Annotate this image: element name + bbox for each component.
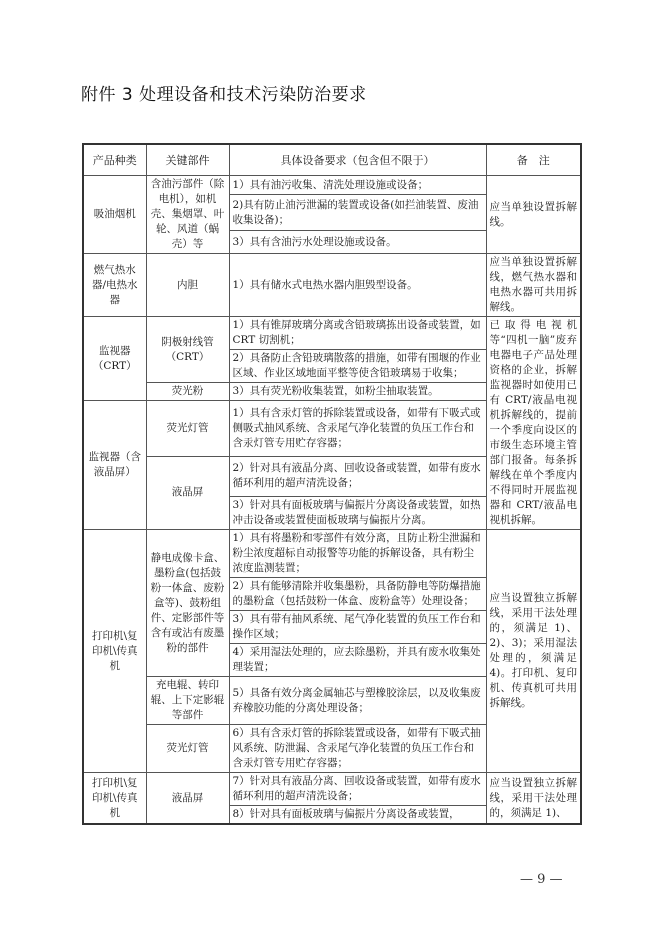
page-number: — 9 — xyxy=(520,872,563,887)
product-cell: 监视器（CRT） xyxy=(83,317,146,401)
part-cell: 荧光灯管 xyxy=(146,401,229,457)
table-header-row xyxy=(83,144,581,176)
requirement-cell: 1）具有油污收集、清洗处理设施或设备； xyxy=(229,176,486,195)
requirement-cell: 1）具有含汞灯管的拆除装置或设备，如带有下吸式或侧吸式抽风系统、含汞尾气净化装置的负压工作台和含汞灯管专用贮存容器； xyxy=(229,401,486,457)
requirements-table xyxy=(82,143,582,825)
product-cell: 打印机\复印机\传真机 xyxy=(83,773,146,825)
product-cell: 监视器（含液晶屏） xyxy=(83,401,146,530)
part-cell: 液晶屏 xyxy=(146,456,229,530)
requirement-cell: 1）具有锥屏玻璃分离或含铅玻璃拣出设备或装置，如 CRT 切割机； xyxy=(229,317,486,350)
requirement-cell: 7）针对具有液晶分离、回收设备或装置，如带有废水循环利用的超声清洗设备； xyxy=(229,773,486,806)
part-cell: 液晶屏 xyxy=(146,773,229,825)
part-cell: 含油污部件（除电机），如机壳、集烟罩、叶轮、风道（蜗壳）等 xyxy=(146,176,229,254)
product-cell: 吸油烟机 xyxy=(83,176,146,254)
header-part: 关键部件 xyxy=(146,144,229,176)
note-cell: 应当设置独立拆解线，采用干法处理的，须满足 1)、2)、3)；采用湿法处理的，须满足 4)。打印机、复印机、传真机可共用拆解线。 xyxy=(486,530,581,773)
requirement-cell: 2）具有能够清除并收集墨粉，具备防静电等防爆措施的墨粉盒（包括鼓粉一体盒、废粉盒等）处理设备； xyxy=(229,578,486,611)
part-cell: 阴极射线管（CRT） xyxy=(146,317,229,383)
requirement-cell: 4）采用湿法处理的，应去除墨粉，并具有废水收集处理装置； xyxy=(229,644,486,677)
table-row xyxy=(83,530,581,578)
header-notes: 备 注 xyxy=(486,144,581,176)
header-requirements: 具体设备要求（包含但不限于） xyxy=(229,144,486,176)
product-cell: 燃气热水器/电热水器 xyxy=(83,254,146,317)
part-cell: 内胆 xyxy=(146,254,229,317)
requirement-cell: 3）具有荧光粉收集装置，如粉尘抽取装置。 xyxy=(229,383,486,401)
requirement-cell: 1）具有将墨粉和零部件有效分离，且防止粉尘泄漏和粉尘浓度超标自动报警等功能的拆解设备，具有粉尘浓度监测装置； xyxy=(229,530,486,578)
note-cell: 应当单独设置拆解线。 xyxy=(486,176,581,254)
requirement-cell: 2）针对具有液晶分离、回收设备或装置，如带有废水循环利用的超声清洗设备； xyxy=(229,456,486,497)
requirement-cell: 8）针对具有面板玻璃与偏振片分离设备或装置， xyxy=(229,806,486,825)
requirement-cell: 3）针对具有面板玻璃与偏振片分离设备或装置，如热冲击设备或装置使面板玻璃与偏振片分离。 xyxy=(229,497,486,530)
note-cell: 已取得电视机等“四机一脑”废弃电器电子产品处理资格的企业，拆解监视器时如使用已有 CRT/液晶电视机拆解线的，提前一个季度向设区的市级生态环境主管部门报备。每条拆解线在单个季度内不得同时开展监视器和 CRT/液晶电视机拆解。 xyxy=(486,317,581,530)
note-cell: 应当设置独立拆解线，采用干法处理的，须满足 1)、 xyxy=(486,773,581,825)
table-row xyxy=(83,254,581,317)
part-cell: 荧光灯管 xyxy=(146,725,229,773)
requirement-cell: 5）具备有效分离金属轴芯与塑橡胶涂层，以及收集废弃橡胶功能的分离处理设备； xyxy=(229,677,486,725)
header-product: 产品种类 xyxy=(83,144,146,176)
requirement-cell: 1）具有储水式电热水器内胆毁型设备。 xyxy=(229,254,486,317)
requirement-cell: 3）具有含油污水处理设施或设备。 xyxy=(229,231,486,254)
part-cell: 荧光粉 xyxy=(146,383,229,401)
page-title: 附件 3 处理设备和技术污染防治要求 xyxy=(81,85,367,105)
part-cell: 充电辊、转印辊、上下定影辊等部件 xyxy=(146,677,229,725)
requirement-cell: 3）具有带有抽风系统、尾气净化装置的负压工作台和操作区域； xyxy=(229,611,486,644)
requirement-cell: 2）具备防止含铅玻璃散落的措施，如带有围堰的作业区域、作业区域地面平整等使含铅玻璃易于收集； xyxy=(229,350,486,383)
note-cell: 应当单独设置拆解线，燃气热水器和电热水器可共用拆解线。 xyxy=(486,254,581,317)
part-cell: 静电成像卡盒、墨粉盒(包括鼓粉一体盒、废粉盒等)、鼓粉组件、定影部件等含有或沾有废墨粉的部件 xyxy=(146,530,229,677)
product-cell: 打印机\复印机\传真机 xyxy=(83,530,146,773)
table-row xyxy=(83,773,581,806)
requirement-cell: 2)具有防止油污泄漏的装置或设备(如拦油装置、废油收集设备)； xyxy=(229,195,486,231)
requirement-cell: 6）具有含汞灯管的拆除装置或设备，如带有下吸式抽风系统、防泄漏、含汞尾气净化装置的负压工作台和含汞灯管专用贮存容器； xyxy=(229,725,486,773)
table-row xyxy=(83,176,581,195)
table-row xyxy=(83,317,581,350)
